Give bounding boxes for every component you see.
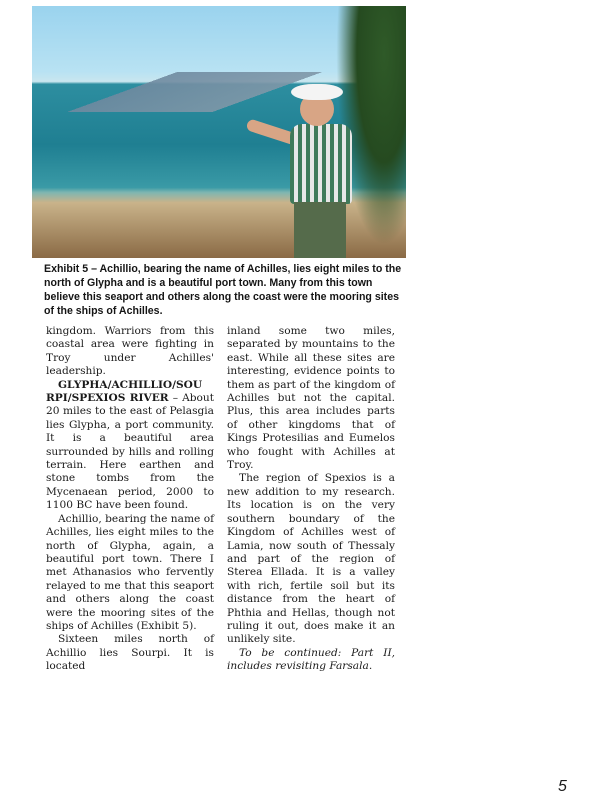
section-paragraph [46, 379, 214, 513]
exhibit-photo [32, 6, 406, 258]
photo-caption: Exhibit 5 – Achillio, bearing the name of Achilles, lies eight miles to the north of Glypha and is a beautiful port town. Many from this town believe this seaport and others along the coast were the mooring sites of the ships of Achilles. [44, 263, 402, 317]
paragraph-text: – About 20 miles to the east of Pelasgia lies Glypha, a port community. It is a beautiful area surrounded by hills and rolling terrain. Here earthen and stone tombs from the Mycenaean period, 2000 to 1100 BC have been found. [46, 392, 215, 512]
photo-man-legs [294, 202, 346, 258]
continued-note: To be continued: Part II, includes revisiting Farsala. [227, 646, 395, 673]
paragraph: Achillio, bearing the name of Achilles, lies eight miles to the north of Glypha, again, a beautiful port town. There I met Athanasios who fervently relayed to me that this seaport and others along the coast were the mooring sites of the ships of Achilles (Exhibit 5). [46, 512, 214, 632]
photo-man-body [290, 124, 352, 204]
paragraph: The region of Spexios is a new addition to my research. Its location is on the very southern boundary of the Kingdom of Achilles west of Lamia, now south of Thessaly and part of the region of Sterea Ellada. It is a valley with rich, fertile soil but its distance from the heart of Phthia and Hellas, though not ruling it out, does make it an unlikely site. [227, 472, 395, 646]
text-column-right [227, 325, 395, 674]
photo-man-hat [291, 84, 343, 100]
paragraph: kingdom. Warriors from this coastal area were fighting in Troy under Achilles' leadership. [46, 325, 214, 378]
paragraph: Sixteen miles north of Achillio lies Sourpi. It is located [46, 633, 214, 673]
paragraph: inland some two miles, separated by mountains to the east. While all these sites are interesting, evidence points to them as part of the kingdom of Achilles but not the capital. Plus, this area includes parts of other kingdoms that of Kings Protesilias and Eumelos who fought with Achilles at Troy. [227, 325, 395, 472]
text-column-left [46, 325, 214, 674]
section-heading: GLYPHA/ACHILLIO/SOU RPI/SPEXIOS RIVER [46, 378, 203, 405]
page-number: 5 [558, 778, 567, 795]
